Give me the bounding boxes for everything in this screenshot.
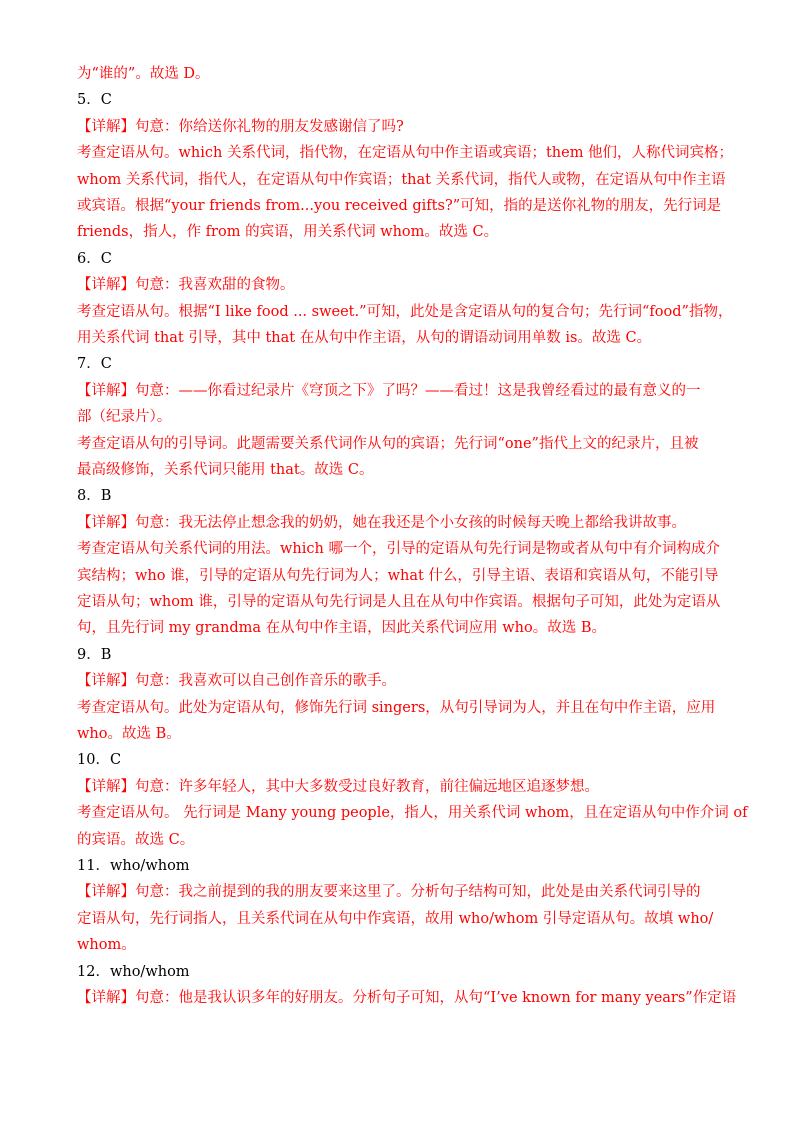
explanation-text: 考查定语从句。根据“I like food ... sweet.”可知，此处是含定语从句的复合句；先行词“food”指物， xyxy=(77,303,733,320)
text-line xyxy=(77,879,701,905)
text-line xyxy=(77,589,720,615)
text-line xyxy=(77,800,747,826)
text-line xyxy=(77,299,732,325)
answer-number: 6．C xyxy=(77,250,112,267)
explanation-text: 句意：我无法停止想念我的奶奶，她在我还是个小女孩的时候每天晚上都给我讲故事。 xyxy=(135,514,686,531)
answer-number: 5．C xyxy=(77,92,112,109)
explanation-text: 句意：我喜欢可以自己创作音乐的歌手。 xyxy=(135,673,396,690)
text-line xyxy=(77,932,136,958)
detail-tag: 【详解】 xyxy=(77,884,135,901)
detail-tag: 【详解】 xyxy=(77,118,135,135)
explanation-text: 为“谁的”。故选 D。 xyxy=(77,66,210,82)
text-line xyxy=(77,246,112,272)
explanation-text: 考查定语从句关系代词的用法。which 哪一个，引导的定语从句先行词是物或者从句中有介词构成介 xyxy=(77,541,720,558)
text-line xyxy=(77,272,295,298)
detail-tag: 【详解】 xyxy=(77,673,135,690)
text-line xyxy=(77,457,373,483)
text-line xyxy=(77,140,733,166)
detail-tag: 【详解】 xyxy=(77,778,135,795)
answer-number: 7．C xyxy=(77,356,112,373)
text-line xyxy=(77,510,686,536)
text-line xyxy=(77,536,720,562)
text-line xyxy=(77,721,181,747)
explanation-text: whom。 xyxy=(77,937,136,954)
text-line xyxy=(77,404,171,430)
text-line xyxy=(77,668,396,694)
text-line xyxy=(77,378,701,404)
text-line xyxy=(77,325,651,351)
explanation-text: 定语从句，先行词指人，且关系代词在从句中作宾语，故用 who/whom 引导定语从句。故填 who/ xyxy=(77,910,714,927)
text-line xyxy=(77,959,190,985)
explanation-text: 用关系代词 that 引导，其中 that 在从句中作主语，从句的谓语动词用单数 is。故选 C。 xyxy=(77,330,652,346)
explanation-text: 或宾语。根据“your friends from...you received gifts?”可知，指的是送你礼物的朋友，先行词是 xyxy=(77,198,722,214)
explanation-text: 考查定语从句。which 关系代词，指代物，在定语从句中作主语或宾语；them 他们，人称代词宾格； xyxy=(77,145,734,162)
text-line xyxy=(77,906,713,932)
explanation-text: who。故选 B。 xyxy=(77,726,181,742)
text-line xyxy=(77,219,498,245)
text-line xyxy=(77,483,111,509)
answer-number: 8．B xyxy=(77,488,112,505)
text-line xyxy=(77,431,698,457)
explanation-text: 句意：他是我认识多年的好朋友。分析句子可知，从句“I’ve known for many years”作定语 xyxy=(135,990,737,1006)
text-line xyxy=(77,985,736,1011)
explanation-text: 的宾语。故选 C。 xyxy=(77,831,195,848)
answer-number: 10．C xyxy=(77,752,122,769)
explanation-text: 句意：我喜欢甜的食物。 xyxy=(135,277,295,294)
text-line xyxy=(77,774,599,800)
detail-tag: 【详解】 xyxy=(77,514,135,531)
text-line xyxy=(77,563,718,589)
detail-tag: 【详解】 xyxy=(77,382,135,399)
explanation-text: 宾结构；who 谁，引导的定语从句先行词为人；what 什么，引导主语、表语和宾语从句，不能引导 xyxy=(77,567,719,584)
text-line xyxy=(77,61,210,87)
text-line xyxy=(77,853,190,879)
explanation-text: 句意：你给送你礼物的朋友发感谢信了吗? xyxy=(135,118,404,135)
text-line xyxy=(77,615,606,641)
explanation-text: whom 关系代词，指代人，在定语从句中作宾语；that 关系代词，指代人或物，在定语从句中作主语 xyxy=(77,171,726,188)
detail-tag: 【详解】 xyxy=(77,990,135,1006)
explanation-text: 考查定语从句的引导词。此题需要关系代词作从句的宾语；先行词“one”指代上文的纪录片，且被 xyxy=(77,435,699,452)
explanation-text: 句意：——你看过纪录片《穹顶之下》了吗？——看过！这是我曾经看过的最有意义的一 xyxy=(135,382,701,399)
explanation-text: 最高级修饰，关系代词只能用 that。故选 C。 xyxy=(77,462,374,478)
text-line xyxy=(77,167,726,193)
answer-number: 11．who/whom xyxy=(77,858,190,874)
text-line xyxy=(77,193,721,219)
text-line xyxy=(77,827,194,853)
text-line xyxy=(77,351,112,377)
explanation-text: 句，且先行词 my grandma 在从句中作主语，因此关系代词应用 who。故选 B。 xyxy=(77,620,606,637)
explanation-text: 考查定语从句。 先行词是 Many young people，指人，用关系代词 whom，且在定语从句中作介词 of xyxy=(77,805,748,822)
answer-number: 9．B xyxy=(77,646,112,663)
text-line xyxy=(77,695,715,721)
detail-tag: 【详解】 xyxy=(77,277,135,294)
explanation-text: friends，指人，作 from 的宾语，用关系代词 whom。故选 C。 xyxy=(77,224,499,241)
explanation-text: 句意：许多年轻人，其中大多数受过良好教育，前往偏远地区追逐梦想。 xyxy=(135,778,599,795)
text-line xyxy=(77,747,121,773)
explanation-text: 部（纪录片）。 xyxy=(77,409,172,426)
explanation-text: 考查定语从句。此处为定语从句，修饰先行词 singers，从句引导词为人，并且在句中作主语，应用 xyxy=(77,699,716,716)
text-line xyxy=(77,114,404,140)
explanation-text: 定语从句；whom 谁，引导的定语从句先行词是人且在从句中作宾语。根据句子可知，此处为定语从 xyxy=(77,594,721,610)
explanation-text: 句意：我之前提到的我的朋友要来这里了。分析句子结构可知，此处是由关系代词引导的 xyxy=(135,884,701,901)
text-line xyxy=(77,87,112,113)
text-line xyxy=(77,642,111,668)
answer-number: 12．who/whom xyxy=(77,963,190,980)
